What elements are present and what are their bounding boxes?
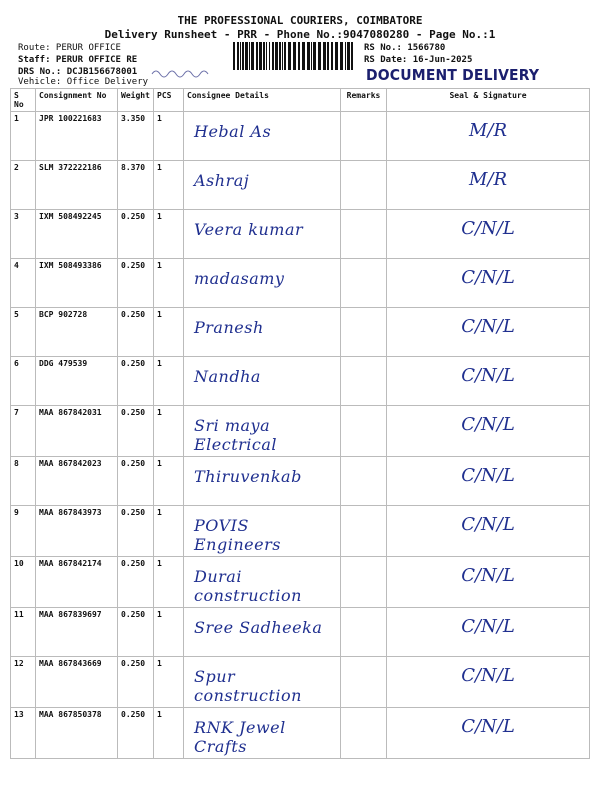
table-row <box>11 259 590 308</box>
row-pcs: 1 <box>154 657 184 708</box>
row-pcs: 1 <box>154 708 184 759</box>
barcode-bar <box>233 42 235 70</box>
barcode-bar <box>345 42 346 70</box>
row-consignee: Sree Sadheeka <box>184 608 341 657</box>
handwritten-scribble <box>150 66 240 80</box>
row-consignee: Thiruvenkab <box>184 457 341 506</box>
document-delivery-stamp: DOCUMENT DELIVERY <box>366 66 540 84</box>
row-consignment: DDG 479539 <box>36 357 118 406</box>
row-remarks <box>341 259 387 308</box>
row-consignment: MAA 867839697 <box>36 608 118 657</box>
barcode-bar <box>307 42 310 70</box>
row-sno: 5 <box>11 308 36 357</box>
barcode-bar <box>256 42 258 70</box>
row-consignment: IXM 508493386 <box>36 259 118 308</box>
row-weight: 8.370 <box>118 161 154 210</box>
row-weight: 0.250 <box>118 357 154 406</box>
barcode-bar <box>313 42 316 70</box>
row-pcs: 1 <box>154 357 184 406</box>
barcode-bar <box>288 42 291 70</box>
row-sno: 12 <box>11 657 36 708</box>
barcode-bar <box>237 42 239 70</box>
barcode-bar <box>302 42 305 70</box>
col-weight: Weight <box>118 89 154 112</box>
row-consignee: Hebal As <box>184 112 341 161</box>
barcode-bar <box>311 42 312 70</box>
row-consignment: MAA 867842031 <box>36 406 118 457</box>
row-consignee: Pranesh <box>184 308 341 357</box>
row-pcs: 1 <box>154 259 184 308</box>
row-sno: 4 <box>11 259 36 308</box>
barcode-bar <box>282 42 283 70</box>
barcode-bar <box>327 42 329 70</box>
row-weight: 0.250 <box>118 308 154 357</box>
rs-date: RS Date: 16-Jun-2025 <box>364 55 473 65</box>
row-signature: M/R <box>387 161 590 210</box>
row-pcs: 1 <box>154 506 184 557</box>
row-sno: 13 <box>11 708 36 759</box>
row-remarks <box>341 457 387 506</box>
row-weight: 0.250 <box>118 406 154 457</box>
barcode-bar <box>249 42 250 70</box>
row-consignee: Sri maya Electrical <box>184 406 341 457</box>
row-consignment: BCP 902728 <box>36 308 118 357</box>
row-signature: M/R <box>387 112 590 161</box>
row-signature: C/N/L <box>387 457 590 506</box>
row-weight: 0.250 <box>118 506 154 557</box>
table-row <box>11 557 590 608</box>
row-signature: C/N/L <box>387 406 590 457</box>
row-weight: 3.350 <box>118 112 154 161</box>
table-row <box>11 457 590 506</box>
row-weight: 0.250 <box>118 708 154 759</box>
row-weight: 0.250 <box>118 210 154 259</box>
row-sno: 2 <box>11 161 36 210</box>
row-remarks <box>341 308 387 357</box>
row-signature: C/N/L <box>387 608 590 657</box>
row-sno: 10 <box>11 557 36 608</box>
table-header-row <box>11 89 590 112</box>
table-row <box>11 406 590 457</box>
row-weight: 0.250 <box>118 259 154 308</box>
barcode-bar <box>279 42 281 70</box>
table-row <box>11 506 590 557</box>
barcode-bar <box>318 42 321 70</box>
barcode-bar <box>275 42 278 70</box>
row-consignment: MAA 867850378 <box>36 708 118 759</box>
row-consignee: Durai construction <box>184 557 341 608</box>
row-consignee: madasamy <box>184 259 341 308</box>
row-sno: 11 <box>11 608 36 657</box>
company-title: THE PROFESSIONAL COURIERS, COIMBATORE <box>177 14 423 27</box>
row-weight: 0.250 <box>118 457 154 506</box>
row-weight: 0.250 <box>118 608 154 657</box>
row-remarks <box>341 406 387 457</box>
barcode-bar <box>242 42 244 70</box>
staff-label: Staff: PERUR OFFICE RE <box>18 55 138 65</box>
row-pcs: 1 <box>154 308 184 357</box>
row-sno: 7 <box>11 406 36 457</box>
row-consignment: MAA 867842174 <box>36 557 118 608</box>
row-consignment: MAA 867843973 <box>36 506 118 557</box>
barcode-bar <box>284 42 286 70</box>
col-signature: Seal & Signature <box>387 89 590 112</box>
barcode-bar <box>251 42 254 70</box>
row-signature: C/N/L <box>387 708 590 759</box>
table-row <box>11 357 590 406</box>
barcode-bar <box>240 42 241 70</box>
row-signature: C/N/L <box>387 557 590 608</box>
row-remarks <box>341 210 387 259</box>
row-pcs: 1 <box>154 557 184 608</box>
row-pcs: 1 <box>154 608 184 657</box>
row-consignment: SLM 372222186 <box>36 161 118 210</box>
row-signature: C/N/L <box>387 506 590 557</box>
row-consignee: Veera kumar <box>184 210 341 259</box>
barcode-bar <box>347 42 350 70</box>
row-remarks <box>341 557 387 608</box>
row-sno: 9 <box>11 506 36 557</box>
row-pcs: 1 <box>154 112 184 161</box>
row-sno: 3 <box>11 210 36 259</box>
table-row <box>11 210 590 259</box>
barcode-bar <box>263 42 265 70</box>
table-row <box>11 161 590 210</box>
barcode-bar <box>351 42 353 70</box>
barcode-bar <box>298 42 300 70</box>
runsheet-subtitle: Delivery Runsheet - PRR - Phone No.:9047080280 - Page No.:1 <box>104 28 496 41</box>
barcode-bar <box>323 42 326 70</box>
row-remarks <box>341 708 387 759</box>
table-row <box>11 657 590 708</box>
row-remarks <box>341 657 387 708</box>
table-row <box>11 308 590 357</box>
barcode-bar <box>340 42 343 70</box>
barcode-bar <box>266 42 267 70</box>
row-consignee: Spur construction <box>184 657 341 708</box>
row-consignment: MAA 867842023 <box>36 457 118 506</box>
drs-number: DRS No.: DCJB156678001 <box>18 67 138 77</box>
barcode-bar <box>245 42 248 70</box>
row-signature: C/N/L <box>387 210 590 259</box>
row-consignment: IXM 508492245 <box>36 210 118 259</box>
row-consignee: RNK Jewel Crafts <box>184 708 341 759</box>
row-remarks <box>341 608 387 657</box>
barcode-bar <box>259 42 262 70</box>
barcode-bar <box>335 42 338 70</box>
col-sno: S No <box>11 89 36 112</box>
row-consignee: Ashraj <box>184 161 341 210</box>
row-remarks <box>341 112 387 161</box>
row-weight: 0.250 <box>118 557 154 608</box>
table-row <box>11 608 590 657</box>
barcode-bar <box>293 42 296 70</box>
row-consignment: JPR 100221683 <box>36 112 118 161</box>
col-remarks: Remarks <box>341 89 387 112</box>
row-consignee: POVIS Engineers <box>184 506 341 557</box>
row-pcs: 1 <box>154 457 184 506</box>
row-consignee: Nandha <box>184 357 341 406</box>
row-remarks <box>341 357 387 406</box>
row-signature: C/N/L <box>387 357 590 406</box>
table-row <box>11 708 590 759</box>
col-consignment: Consignment No <box>36 89 118 112</box>
row-weight: 0.250 <box>118 657 154 708</box>
row-pcs: 1 <box>154 161 184 210</box>
table-row <box>11 112 590 161</box>
col-pcs: PCS <box>154 89 184 112</box>
barcode-bar <box>272 42 274 70</box>
row-signature: C/N/L <box>387 308 590 357</box>
row-pcs: 1 <box>154 406 184 457</box>
row-pcs: 1 <box>154 210 184 259</box>
row-remarks <box>341 506 387 557</box>
row-remarks <box>341 161 387 210</box>
barcode-bar <box>269 42 270 70</box>
vehicle-label: Vehicle: Office Delivery <box>18 77 149 87</box>
col-consignee: Consignee Details <box>184 89 341 112</box>
barcode-image <box>233 42 355 70</box>
route-label: Route: PERUR OFFICE <box>18 43 121 53</box>
rs-number: RS No.: 1566780 <box>364 43 446 53</box>
row-signature: C/N/L <box>387 259 590 308</box>
row-sno: 1 <box>11 112 36 161</box>
row-signature: C/N/L <box>387 657 590 708</box>
runsheet-table <box>10 88 590 759</box>
row-sno: 8 <box>11 457 36 506</box>
row-sno: 6 <box>11 357 36 406</box>
barcode-bar <box>331 42 333 70</box>
row-consignment: MAA 867843669 <box>36 657 118 708</box>
